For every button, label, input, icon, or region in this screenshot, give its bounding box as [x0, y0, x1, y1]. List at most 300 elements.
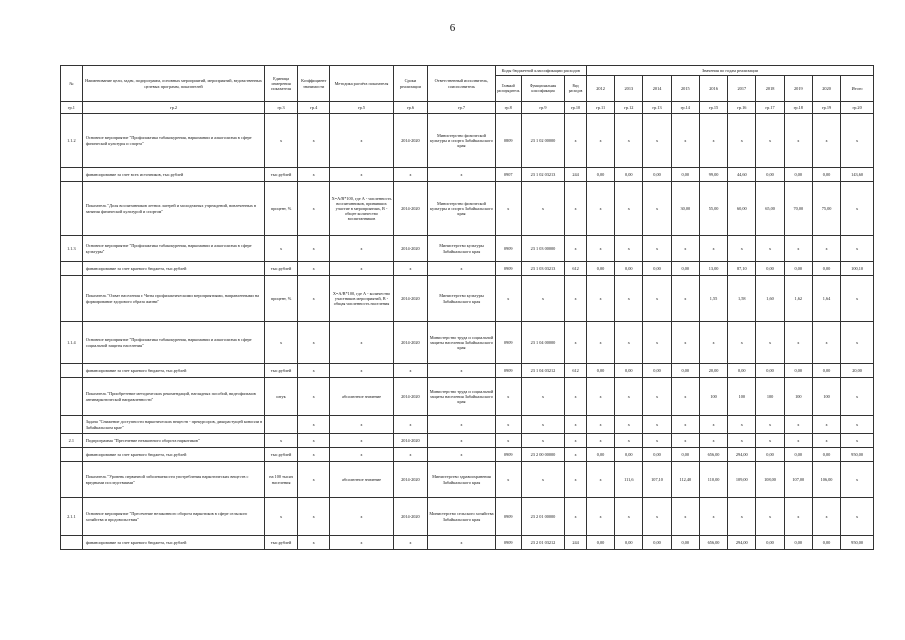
row-year-value: 0,00	[756, 168, 784, 182]
row-num	[61, 276, 83, 322]
row-expense-type: х	[565, 276, 587, 322]
row-num	[61, 262, 83, 276]
row-executor: Министерство сельского хозяйства Забайкальского края	[428, 498, 495, 536]
row-year-value: х	[671, 236, 699, 262]
row-expense-type: х	[565, 416, 587, 434]
row-year-value: х	[728, 236, 756, 262]
row-expense-type: х	[565, 378, 587, 416]
row-num: 1.1.3	[61, 236, 83, 262]
row-coef: х	[297, 168, 330, 182]
table-row	[61, 462, 874, 498]
row-year-value: 0,00	[756, 536, 784, 550]
row-unit: процент, %	[265, 276, 298, 322]
row-expense-type: х	[565, 448, 587, 462]
col-number: гр.9	[521, 102, 564, 114]
row-num: 1.1.4	[61, 322, 83, 364]
row-name: Основное мероприятие "Пресечение незаконного оборота наркотиков в сфере сельского хозяйства и продовольствия"	[82, 498, 265, 536]
row-method: х	[330, 114, 393, 168]
row-year-value: х	[784, 322, 812, 364]
row-executor: х	[428, 448, 495, 462]
row-term: 2014-2020	[393, 434, 428, 448]
row-year-value: 0,00	[671, 364, 699, 378]
table-row	[61, 498, 874, 536]
col-number: гр.14	[671, 102, 699, 114]
row-coef: х	[297, 276, 330, 322]
row-method: х	[330, 416, 393, 434]
row-expense-type: 244	[565, 536, 587, 550]
row-executor: х	[428, 434, 495, 448]
col-number: гр.18	[784, 102, 812, 114]
row-expense-type: х	[565, 182, 587, 236]
row-year-value: 1,55	[699, 276, 727, 322]
year-header: 2012	[586, 76, 614, 102]
row-year-value: 1,62	[784, 276, 812, 322]
row-coef: х	[297, 498, 330, 536]
col-number: гр.5	[330, 102, 393, 114]
row-year-value: х	[643, 322, 671, 364]
row-unit: штук	[265, 378, 298, 416]
row-name: Основное мероприятие "Профилактика табакокурения, наркомании и алкоголизма в сфере культуры"	[82, 236, 265, 262]
row-main-admin: х	[495, 416, 521, 434]
row-executor: х	[428, 364, 495, 378]
row-term: 2014-2020	[393, 276, 428, 322]
row-year-value: 0,00	[643, 364, 671, 378]
table-row	[61, 236, 874, 262]
row-year-value: х	[756, 498, 784, 536]
row-coef: х	[297, 262, 330, 276]
row-year-value: 0,00	[643, 448, 671, 462]
row-main-admin: х	[495, 276, 521, 322]
table-row	[61, 182, 874, 236]
col-expense-type-header: Вид расходов	[565, 76, 587, 102]
col-number: гр.12	[615, 102, 643, 114]
table-body	[61, 114, 874, 550]
row-method: х	[330, 262, 393, 276]
row-main-admin: 0909	[495, 262, 521, 276]
row-year-value: х	[615, 416, 643, 434]
row-num	[61, 416, 83, 434]
row-executor: х	[428, 536, 495, 550]
row-year-value: 1,58	[728, 276, 756, 322]
col-number: гр.7	[428, 102, 495, 114]
row-year-value: х	[784, 416, 812, 434]
row-year-value: х	[615, 276, 643, 322]
row-year-value: х	[784, 114, 812, 168]
row-executor: х	[428, 262, 495, 276]
row-func-class: 23 1 03 03213	[521, 262, 564, 276]
row-name: финансирование за счет краевого бюджета, тыс.рублей	[82, 364, 265, 378]
row-executor: Министерство культуры Забайкальского края	[428, 236, 495, 262]
row-year-value: х	[643, 236, 671, 262]
row-total: 950,00	[841, 536, 874, 550]
row-executor: Министерство здравоохранения Забайкальского края	[428, 462, 495, 498]
row-func-class: х	[521, 182, 564, 236]
row-year-value: 107,00	[784, 462, 812, 498]
column-number-row	[61, 102, 874, 114]
row-year-value: 0,00	[671, 262, 699, 276]
row-year-value: х	[812, 322, 840, 364]
row-year-value: х	[643, 416, 671, 434]
row-year-value: х	[615, 114, 643, 168]
row-name: Основное мероприятие "Профилактика табакокурения, наркомании и алкоголизма в сфере физической культуры и спорта"	[82, 114, 265, 168]
row-term: 2014-2020	[393, 182, 428, 236]
row-year-value: х	[699, 322, 727, 364]
row-year-value: х	[812, 434, 840, 448]
col-codes-header: Коды бюджетной классификации расходов	[495, 66, 586, 76]
row-year-value: 13,00	[699, 262, 727, 276]
col-number: гр.10	[565, 102, 587, 114]
table-row	[61, 536, 874, 550]
row-func-class: 23 1 03 00000	[521, 236, 564, 262]
row-method: х	[330, 236, 393, 262]
row-year-value: 111,6	[615, 462, 643, 498]
row-year-value: 70,00	[784, 182, 812, 236]
row-method: х	[330, 448, 393, 462]
row-year-value: х	[728, 434, 756, 448]
row-year-value: 0,00	[812, 536, 840, 550]
col-number: гр.17	[756, 102, 784, 114]
row-coef: х	[297, 378, 330, 416]
row-year-value: 60,00	[728, 182, 756, 236]
row-method: абсолютное значение	[330, 378, 393, 416]
row-year-value: 0,00	[812, 364, 840, 378]
row-num	[61, 182, 83, 236]
table-row	[61, 262, 874, 276]
row-year-value: х	[586, 236, 614, 262]
table-row	[61, 416, 874, 434]
row-unit: тыс.рублей	[265, 168, 298, 182]
row-method: Х=А/В*100, где А - численность воспитанников, принявших участие в мероприятиях, В - общее количество воспитанников	[330, 182, 393, 236]
row-coef: х	[297, 536, 330, 550]
row-year-value: х	[643, 434, 671, 448]
row-year-value: х	[699, 416, 727, 434]
row-year-value: х	[586, 498, 614, 536]
col-number: гр.15	[699, 102, 727, 114]
row-year-value: х	[756, 236, 784, 262]
row-year-value: 55,00	[699, 182, 727, 236]
row-func-class: х	[521, 276, 564, 322]
row-year-value: 0,00	[586, 364, 614, 378]
row-total: х	[841, 322, 874, 364]
row-coef: х	[297, 322, 330, 364]
row-expense-type: 612	[565, 364, 587, 378]
row-method: х	[330, 536, 393, 550]
program-table	[60, 65, 874, 550]
row-executor: Министерство физической культуры и спорта Забайкальского края	[428, 114, 495, 168]
row-year-value: х	[615, 498, 643, 536]
row-method: х	[330, 322, 393, 364]
row-year-value: 0,00	[812, 448, 840, 462]
year-header: 2019	[784, 76, 812, 102]
row-unit: х	[265, 236, 298, 262]
row-total: х	[841, 276, 874, 322]
row-year-value: 0,00	[784, 262, 812, 276]
row-name: Показатель "Доля воспитанников летних лагерей и молодежных учреждений, вовлеченных в занятия физической культурой и спортом"	[82, 182, 265, 236]
row-year-value: 0,00	[643, 168, 671, 182]
row-method: х	[330, 498, 393, 536]
row-total: х	[841, 462, 874, 498]
row-year-value: х	[586, 182, 614, 236]
row-year-value: 0,00	[784, 536, 812, 550]
row-year-value: 109,00	[728, 462, 756, 498]
row-year-value: 30,00	[671, 182, 699, 236]
col-func-class-header: Функциональная классификация	[521, 76, 564, 102]
col-main-admin-header: Главный распорядитель	[495, 76, 521, 102]
row-year-value: 106,00	[812, 462, 840, 498]
row-year-value: 0,00	[586, 168, 614, 182]
row-year-value: х	[756, 114, 784, 168]
row-year-value: 0,00	[756, 364, 784, 378]
col-method-header: Методика расчёта показателя	[330, 66, 393, 102]
table-row	[61, 276, 874, 322]
col-number: гр.16	[728, 102, 756, 114]
row-year-value: 108,00	[756, 462, 784, 498]
row-executor: х	[428, 416, 495, 434]
row-year-value: х	[615, 182, 643, 236]
row-year-value: 100	[699, 378, 727, 416]
row-main-admin: 0909	[495, 448, 521, 462]
col-number: гр.3	[265, 102, 298, 114]
row-year-value: х	[586, 114, 614, 168]
year-header: 2017	[728, 76, 756, 102]
row-coef: х	[297, 448, 330, 462]
row-executor: х	[428, 168, 495, 182]
row-coef: х	[297, 236, 330, 262]
row-name: финансирование за счет краевого бюджета, тыс.рублей	[82, 262, 265, 276]
row-year-value: х	[615, 322, 643, 364]
row-year-value: 100	[728, 378, 756, 416]
row-total: х	[841, 114, 874, 168]
row-expense-type: х	[565, 236, 587, 262]
row-name: Подпрограмма "Пресечение незаконного оборота наркотиков"	[82, 434, 265, 448]
row-year-value: х	[643, 378, 671, 416]
row-year-value: 107,10	[643, 462, 671, 498]
row-year-value: х	[756, 434, 784, 448]
row-year-value: х	[671, 416, 699, 434]
row-expense-type: х	[565, 114, 587, 168]
row-name: Основное мероприятие "Профилактика табакокурения, наркомании и алкоголизма в сфере социальной защиты населения"	[82, 322, 265, 364]
row-year-value: 1,64	[812, 276, 840, 322]
row-total: х	[841, 498, 874, 536]
row-name: Показатель "Охват населения г. Читы профилактическими мероприятиями, направленными на формирование здорового образа жизни"	[82, 276, 265, 322]
row-term: х	[393, 536, 428, 550]
col-number: гр.1	[61, 102, 83, 114]
row-coef: х	[297, 416, 330, 434]
year-header: 2013	[615, 76, 643, 102]
row-total: х	[841, 378, 874, 416]
row-year-value: 65,00	[756, 182, 784, 236]
col-number: гр.20	[841, 102, 874, 114]
table-row	[61, 434, 874, 448]
row-name: Показатель "Уровень первичной заболеваемости употребления наркотических веществ с вредными последствиями"	[82, 462, 265, 498]
row-term: х	[393, 262, 428, 276]
row-year-value: 0,00	[615, 448, 643, 462]
row-year-value: 110,00	[699, 462, 727, 498]
row-method: абсолютное значение	[330, 462, 393, 498]
row-year-value: х	[671, 434, 699, 448]
row-main-admin: 0809	[495, 114, 521, 168]
row-func-class: х	[521, 462, 564, 498]
row-year-value: х	[615, 236, 643, 262]
row-year-value: 0,00	[671, 168, 699, 182]
row-executor: Министерство физической культуры и спорта Забайкальского края	[428, 182, 495, 236]
row-unit: тыс.рублей	[265, 536, 298, 550]
col-unit-header: Единица измерения показателя	[265, 66, 298, 102]
row-unit	[265, 416, 298, 434]
row-year-value: х	[586, 276, 614, 322]
col-number: гр.8	[495, 102, 521, 114]
col-number: гр.11	[586, 102, 614, 114]
row-num: 2.1	[61, 434, 83, 448]
row-main-admin: 0909	[495, 322, 521, 364]
col-number: гр.6	[393, 102, 428, 114]
row-term: 2014-2020	[393, 462, 428, 498]
row-term: х	[393, 364, 428, 378]
row-year-value: х	[586, 416, 614, 434]
row-executor: Министерство труда и социальной защиты населения Забайкальского края	[428, 322, 495, 364]
row-year-value: 112,40	[671, 462, 699, 498]
row-func-class: 23 2 01 03212	[521, 536, 564, 550]
row-term: 2014-2020	[393, 378, 428, 416]
row-year-value: 100	[784, 378, 812, 416]
row-year-value: 0,00	[812, 262, 840, 276]
row-num	[61, 364, 83, 378]
row-func-class: 23 1 02 00000	[521, 114, 564, 168]
table-row	[61, 378, 874, 416]
row-year-value: х	[699, 434, 727, 448]
row-term: 2014-2020	[393, 322, 428, 364]
row-year-value: х	[812, 114, 840, 168]
row-executor: Министерство труда и социальной защиты населения Забайкальского края	[428, 378, 495, 416]
year-header: 2014	[643, 76, 671, 102]
row-year-value: х	[699, 114, 727, 168]
row-year-value: 0,00	[812, 168, 840, 182]
row-year-value: 87,10	[728, 262, 756, 276]
row-unit: тыс.рублей	[265, 364, 298, 378]
row-method: Х=А/В*100, где А - количество участников мероприятий, В - общая численность населения	[330, 276, 393, 322]
row-year-value: 0,00	[615, 364, 643, 378]
row-coef: х	[297, 182, 330, 236]
row-coef: х	[297, 364, 330, 378]
col-num-header: №	[61, 66, 83, 102]
year-header: 2016	[699, 76, 727, 102]
row-term: х	[393, 416, 428, 434]
row-main-admin: 0909	[495, 498, 521, 536]
row-method: х	[330, 168, 393, 182]
row-total: 143,60	[841, 168, 874, 182]
row-year-value: х	[812, 416, 840, 434]
row-year-value: 0,00	[728, 364, 756, 378]
row-func-class: 23 2 01 00000	[521, 498, 564, 536]
row-year-value: х	[728, 498, 756, 536]
row-name: финансирование за счет всех источников, тыс.рублей	[82, 168, 265, 182]
col-coef-header: Коэффициент значимости	[297, 66, 330, 102]
row-year-value: 0,00	[615, 536, 643, 550]
row-total: 20,00	[841, 364, 874, 378]
row-expense-type: х	[565, 462, 587, 498]
col-number: гр.4	[297, 102, 330, 114]
row-total: х	[841, 416, 874, 434]
row-executor: Министерство культуры Забайкальского края	[428, 276, 495, 322]
row-year-value: 0,00	[784, 364, 812, 378]
row-year-value: 294,00	[728, 536, 756, 550]
row-total: 100,10	[841, 262, 874, 276]
row-year-value: 100	[812, 378, 840, 416]
row-expense-type: 244	[565, 168, 587, 182]
row-term: х	[393, 168, 428, 182]
col-executor-header: Ответственный исполнитель, соисполнитель	[428, 66, 495, 102]
table-row	[61, 114, 874, 168]
row-expense-type: 612	[565, 262, 587, 276]
row-func-class: 23 1 04 00000	[521, 322, 564, 364]
row-name: Показатель "Приобретение методических рекомендаций, наглядных пособий, видеофильмов антинаркотической направленности"	[82, 378, 265, 416]
row-num	[61, 448, 83, 462]
row-term: 2014-2020	[393, 114, 428, 168]
year-header: 2018	[756, 76, 784, 102]
page-number: 6	[449, 22, 456, 34]
row-year-value: х	[671, 276, 699, 322]
row-name: Задача "Снижение доступности наркотических веществ - прекурсоров, дикорастущей конопли в Забайкальском крае"	[82, 416, 265, 434]
row-num: 1.1.2	[61, 114, 83, 168]
col-number: гр.13	[643, 102, 671, 114]
row-term: х	[393, 448, 428, 462]
row-year-value: 0,00	[643, 262, 671, 276]
row-main-admin: 0907	[495, 168, 521, 182]
year-header: 2020	[812, 76, 840, 102]
row-year-value: 0,00	[586, 448, 614, 462]
row-year-value: х	[643, 182, 671, 236]
row-year-value: х	[812, 236, 840, 262]
row-total: х	[841, 434, 874, 448]
row-year-value: х	[586, 462, 614, 498]
row-total: х	[841, 236, 874, 262]
row-year-value: х	[784, 236, 812, 262]
row-expense-type: х	[565, 322, 587, 364]
row-func-class: х	[521, 434, 564, 448]
row-year-value: 656,00	[699, 448, 727, 462]
col-number: гр.2	[82, 102, 265, 114]
row-year-value: 100	[756, 378, 784, 416]
row-year-value: х	[671, 114, 699, 168]
row-func-class: 23 1 04 03212	[521, 364, 564, 378]
row-main-admin: 0909	[495, 536, 521, 550]
row-main-admin: х	[495, 434, 521, 448]
col-term-header: Сроки реализации	[393, 66, 428, 102]
row-num	[61, 378, 83, 416]
row-func-class: 23 2 00 00000	[521, 448, 564, 462]
row-year-value: х	[728, 322, 756, 364]
total-header: Итого	[841, 76, 874, 102]
row-year-value: 0,00	[784, 168, 812, 182]
row-method: х	[330, 364, 393, 378]
row-main-admin: х	[495, 378, 521, 416]
table-row	[61, 364, 874, 378]
row-year-value: х	[586, 434, 614, 448]
row-year-value: 0,00	[586, 262, 614, 276]
row-year-value: х	[756, 416, 784, 434]
table-row	[61, 448, 874, 462]
row-year-value: х	[812, 498, 840, 536]
row-year-value: 0,00	[671, 536, 699, 550]
row-year-value: х	[699, 236, 727, 262]
row-year-value: х	[671, 378, 699, 416]
row-coef: х	[297, 114, 330, 168]
row-name: финансирование за счет краевого бюджета, тыс.рублей	[82, 448, 265, 462]
row-coef: х	[297, 434, 330, 448]
row-year-value: х	[756, 322, 784, 364]
row-year-value: х	[671, 498, 699, 536]
row-expense-type: х	[565, 498, 587, 536]
